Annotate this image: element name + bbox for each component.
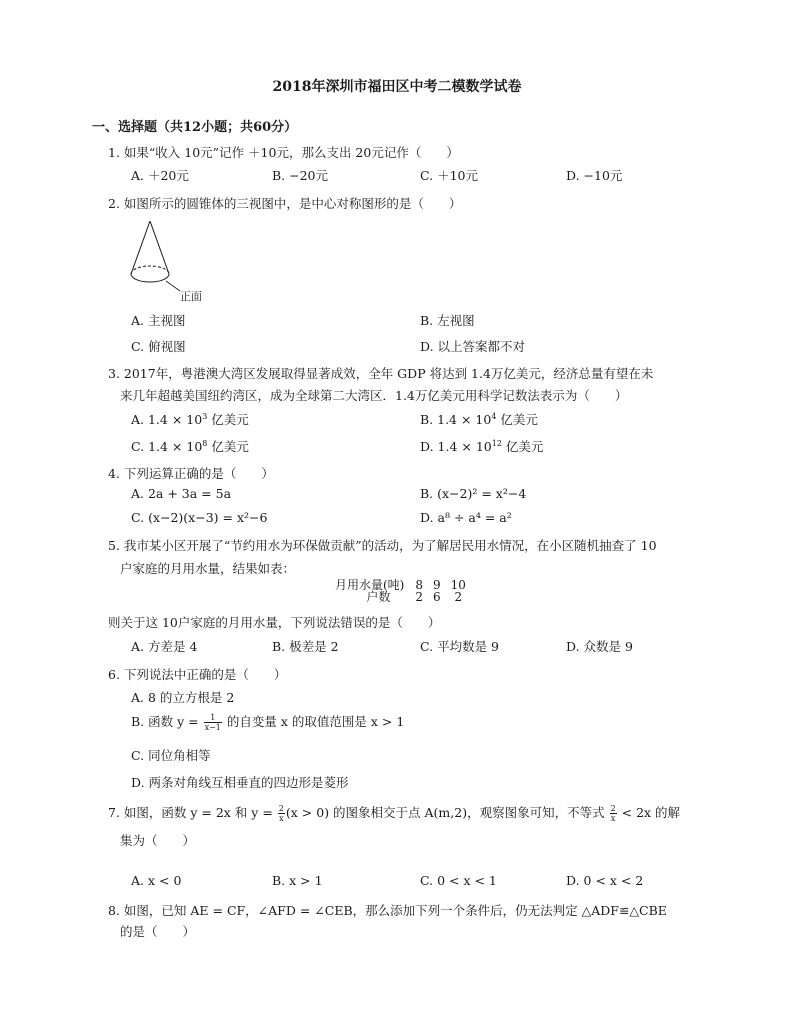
fraction: $\frac{1}{x-1}$ xyxy=(204,713,221,732)
question-5-line-2: 户家庭的月用水量，结果如表： xyxy=(120,561,296,576)
q5-option-d: D. 众数是 9 xyxy=(566,639,633,654)
table-cell: 6 xyxy=(433,590,441,604)
question-5-line-3: 则关于这 10户家庭的月用水量，下列说法错误的是（ ） xyxy=(108,615,441,630)
q5-option-a: A. 方差是 4 xyxy=(131,639,198,654)
table-cell: 2 xyxy=(415,590,424,604)
question-6-stem: 6. 下列说法中正确的是（ ） xyxy=(108,667,287,682)
water-usage-table xyxy=(330,579,471,603)
question-2-stem: 2. 如图所示的圆锥体的三视图中，是中心对称图形的是（ ） xyxy=(108,196,462,211)
q1-option-d: D. −10元 xyxy=(566,168,623,183)
question-8-line-1: 8. 如图，已知 AE = CF，∠AFD = ∠CEB，那么添加下列一个条件后，仍无法判定 △ADF≌△CBE xyxy=(108,903,667,918)
q2-option-a: A. 主视图 xyxy=(131,313,186,328)
question-1-stem: 1. 如果“收入 10元”记作 ＋10元，那么支出 20元记作（ ） xyxy=(108,145,459,160)
q6-option-d: D. 两条对角线互相垂直的四边形是菱形 xyxy=(131,775,349,790)
table-cell: 10 xyxy=(450,578,466,592)
question-7-line-2: 集为（ ） xyxy=(120,833,196,848)
question-3-line-1: 3. 2017年，粤港澳大湾区发展取得显著成效，全年 GDP 将达到 1.4万亿美元，经济总量有望在未 xyxy=(108,366,654,381)
q3-option-a: A. $1.4 \times 10^3$ 亿美元 xyxy=(131,411,249,427)
q1-option-c: C. ＋10元 xyxy=(420,168,478,183)
question-8-line-2: 的是（ ） xyxy=(120,924,196,939)
q3-option-d: D. $1.4 \times 10^{12}$ 亿美元 xyxy=(420,438,544,454)
cone-figure xyxy=(124,218,224,308)
q2-option-d: D. 以上答案都不对 xyxy=(420,339,526,354)
q5-option-c: C. 平均数是 9 xyxy=(420,639,499,654)
table-row-label: 月用水量(吨) xyxy=(335,578,405,592)
q4-option-a: A. 2a + 3a = 5a xyxy=(131,486,232,501)
q3-option-b: B. $1.4 \times 10^4$ 亿美元 xyxy=(420,411,538,427)
table-cell: 8 xyxy=(415,578,424,592)
q1-option-b: B. −20元 xyxy=(272,168,329,183)
q5-option-b: B. 极差是 2 xyxy=(272,639,339,654)
table-row xyxy=(330,579,471,591)
question-4-stem: 4. 下列运算正确的是（ ） xyxy=(108,466,274,481)
q7-option-d: D. 0 < x < 2 xyxy=(566,873,644,888)
question-5-line-1: 5. 我市某小区开展了“节约用水为环保做贡献”的活动，为了解居民用水情况，在小区随机抽查了 10 xyxy=(108,538,657,553)
table-row-label: 户数 xyxy=(366,590,391,604)
table-cell: 2 xyxy=(454,590,463,604)
q6-option-a: A. 8 的立方根是 2 xyxy=(131,690,235,705)
q1-option-a: A. ＋20元 xyxy=(131,168,189,183)
q4-option-c: C. (x−2)(x−3) = x²−6 xyxy=(131,510,268,525)
page-title: 2018年深圳市福田区中考二模数学试卷 xyxy=(272,79,522,95)
q4-option-d: D. a⁸ ÷ a⁴ = a² xyxy=(420,510,512,525)
fraction: $\frac{2}{x}$ xyxy=(278,804,284,823)
front-view-label: 正面 xyxy=(180,290,202,303)
q2-option-b: B. 左视图 xyxy=(420,313,475,328)
question-7-line-1: 7. 如图，函数 y = 2x 和 y = $\frac{2}{x}$ (x > 0) 的图象相交于点 A(m,2)，观察图象可知，不等式 $\frac{2}{x}$ < 2x 的解 xyxy=(108,804,681,823)
table-cell: 9 xyxy=(433,578,441,592)
q2-option-c: C. 俯视图 xyxy=(131,339,186,354)
q7-option-a: A. x < 0 xyxy=(131,873,182,888)
q7-option-b: B. x > 1 xyxy=(272,873,323,888)
q3-option-c: C. $1.4 \times 10^8$ 亿美元 xyxy=(131,438,249,454)
fraction: $\frac{2}{x}$ xyxy=(610,804,616,823)
q6-option-c: C. 同位角相等 xyxy=(131,748,211,763)
q4-option-b: B. (x−2)² = x²−4 xyxy=(420,486,527,501)
q6-option-b: B. 函数 y = $\frac{1}{x-1}$ 的自变量 x 的取值范围是 x > 1 xyxy=(131,713,405,732)
question-3-line-2: 来几年超越美国纽约湾区，成为全球第二大湾区．1.4万亿美元用科学记数法表示为（ ） xyxy=(120,388,628,403)
table-row xyxy=(330,591,471,603)
q7-option-c: C. 0 < x < 1 xyxy=(420,873,497,888)
section-heading: 一、选择题（共12小题；共60分） xyxy=(92,120,298,135)
